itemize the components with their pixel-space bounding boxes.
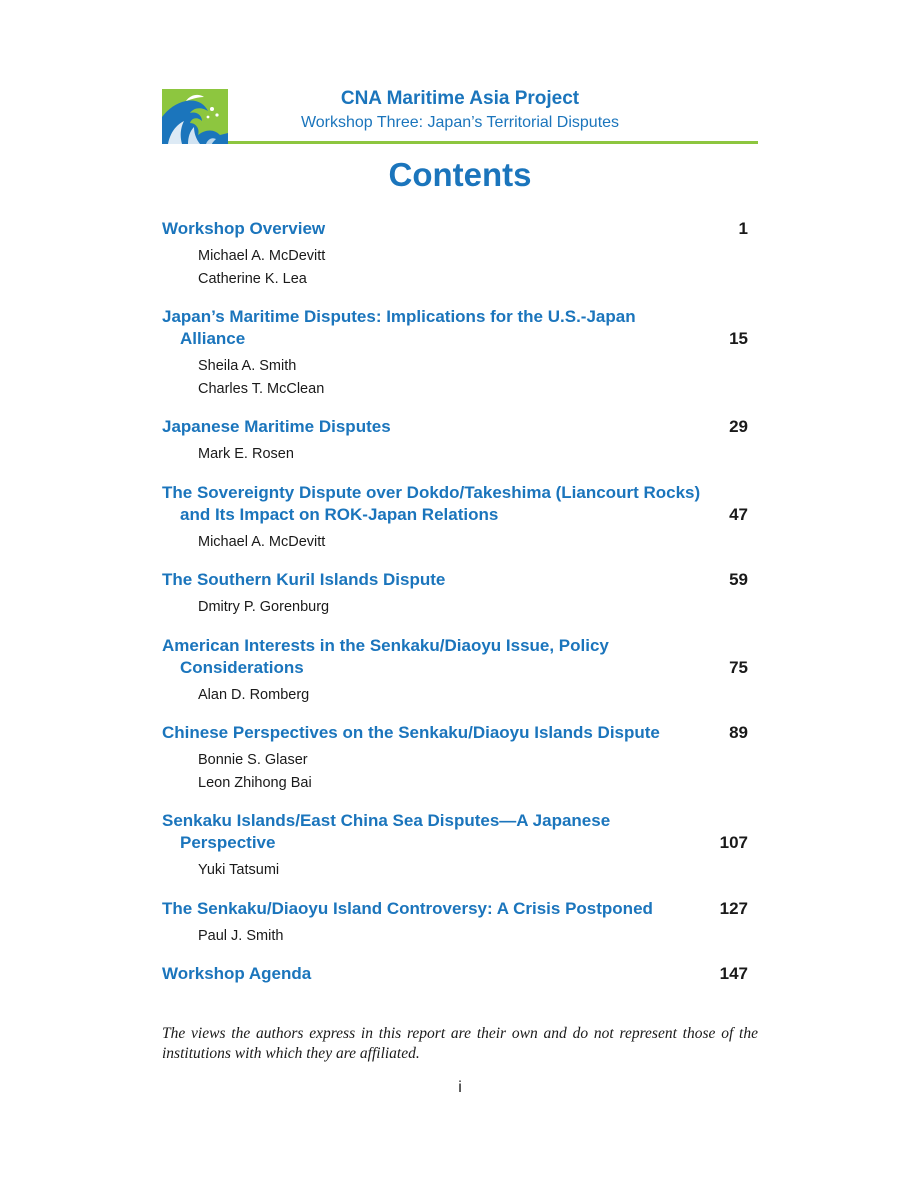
toc-entry[interactable] — [162, 963, 748, 985]
toc-entry-head — [162, 569, 748, 591]
author-name: Mark E. Rosen — [198, 446, 294, 462]
disclaimer: The views the authors express in this report are their own and do not represent those of the institutions with which they are affiliated. — [162, 1025, 758, 1062]
toc-entry-title-line: The Sovereignty Dispute over Dokdo/Takeshima (Liancourt Rocks) — [162, 482, 701, 502]
author-name: Bonnie S. Glaser — [198, 752, 308, 768]
toc-entry-page-number: 127 — [719, 898, 748, 918]
toc-entry-page-number: 1 — [738, 219, 748, 238]
header-divider — [228, 141, 758, 144]
toc-entry[interactable] — [162, 482, 748, 554]
toc-entry[interactable] — [162, 218, 748, 290]
author-name: Yuki Tatsumi — [198, 862, 280, 878]
toc-entry-page-number: 75 — [729, 657, 748, 677]
toc-entry-title-continuation: and Its Impact on ROK-Japan Relations — [180, 504, 499, 524]
toc-entry-title[interactable] — [162, 898, 720, 920]
toc-entry[interactable] — [162, 569, 748, 619]
toc-entry-head — [162, 218, 748, 240]
toc-entry-title[interactable] — [162, 482, 722, 526]
toc-entry-authors — [162, 245, 748, 290]
author-name: Catherine K. Lea — [198, 270, 307, 287]
author-name: Leon Zhihong Bai — [198, 774, 312, 791]
toc-entry[interactable] — [162, 810, 748, 882]
toc-entry-title[interactable] — [162, 963, 720, 985]
toc-entry-title-continuation: Considerations — [180, 657, 304, 677]
toc-entry-title-line: American Interests in the Senkaku/Diaoyu Issue, Policy — [162, 635, 609, 655]
toc-entry-title-line: Workshop Overview — [162, 219, 326, 238]
toc-entry-title[interactable] — [162, 416, 722, 438]
toc-entry-head — [162, 810, 748, 854]
page-title: Contents — [388, 156, 532, 193]
toc-entry-title-line: Japan’s Maritime Disputes: Implications for the U.S.-Japan — [162, 307, 636, 326]
toc-entry-authors — [162, 925, 748, 948]
toc-entry-title-continuation: Alliance — [180, 329, 246, 348]
table-of-contents — [162, 218, 748, 1001]
toc-entry-head — [162, 416, 748, 438]
toc-entry-title-line: Workshop Agenda — [162, 964, 312, 983]
toc-entry-title-line: Senkaku Islands/East China Sea Disputes—A Japanese — [162, 811, 611, 830]
toc-entry-title[interactable] — [162, 306, 722, 350]
author-name: Charles T. McClean — [198, 380, 325, 397]
toc-entry-title-line: The Senkaku/Diaoyu Island Controversy: A Crisis Postponed — [162, 898, 653, 918]
toc-entry-authors — [162, 596, 748, 619]
page-number: i — [458, 1079, 462, 1096]
toc-entry-page-number: 47 — [729, 504, 748, 524]
toc-entry-head — [162, 963, 748, 985]
toc-entry-title[interactable] — [162, 635, 722, 679]
header-title: CNA Maritime Asia Project — [340, 88, 580, 109]
toc-entry-title-line: The Southern Kuril Islands Dispute — [162, 570, 446, 589]
toc-entry-head — [162, 306, 748, 350]
author-name: Michael A. McDevitt — [198, 248, 326, 264]
toc-entry-authors — [162, 684, 748, 707]
author-name: Paul J. Smith — [198, 927, 284, 944]
toc-entry-title[interactable] — [162, 218, 722, 240]
toc-entry-title[interactable] — [162, 569, 722, 591]
author-name: Sheila A. Smith — [198, 358, 297, 374]
toc-entry[interactable] — [162, 722, 748, 794]
toc-entry-authors — [162, 531, 748, 554]
toc-entry[interactable] — [162, 416, 748, 466]
toc-entry-page-number: 15 — [729, 329, 748, 348]
toc-entry[interactable] — [162, 898, 748, 948]
header-text — [162, 88, 758, 132]
author-name: Dmitry P. Gorenburg — [198, 599, 330, 615]
toc-entry-page-number: 59 — [729, 570, 748, 589]
toc-entry-title-line: Japanese Maritime Disputes — [162, 417, 391, 436]
toc-entry-head — [162, 635, 748, 679]
header-subtitle: Workshop Three: Japan’s Territorial Disputes — [300, 114, 620, 131]
page-header — [162, 88, 758, 146]
toc-entry-authors — [162, 859, 748, 882]
toc-entry-authors — [162, 355, 748, 400]
toc-entry-authors — [162, 749, 748, 794]
author-name: Michael A. McDevitt — [198, 533, 326, 550]
toc-entry-page-number: 107 — [719, 833, 748, 852]
toc-entry-title[interactable] — [162, 722, 722, 744]
toc-entry-title-continuation: Perspective — [180, 833, 276, 852]
toc-entry-head — [162, 898, 748, 920]
toc-entry-page-number: 147 — [719, 964, 748, 983]
toc-entry-head — [162, 722, 748, 744]
toc-entry[interactable] — [162, 635, 748, 707]
toc-entry[interactable] — [162, 306, 748, 400]
author-name: Alan D. Romberg — [198, 686, 310, 703]
toc-entry-title-line: Chinese Perspectives on the Senkaku/Diaoyu Islands Dispute — [162, 723, 660, 742]
toc-entry-title[interactable] — [162, 810, 720, 854]
toc-entry-head — [162, 482, 748, 526]
toc-entry-page-number: 89 — [729, 723, 748, 742]
toc-entry-page-number: 29 — [729, 417, 748, 436]
toc-entry-authors — [162, 443, 748, 466]
